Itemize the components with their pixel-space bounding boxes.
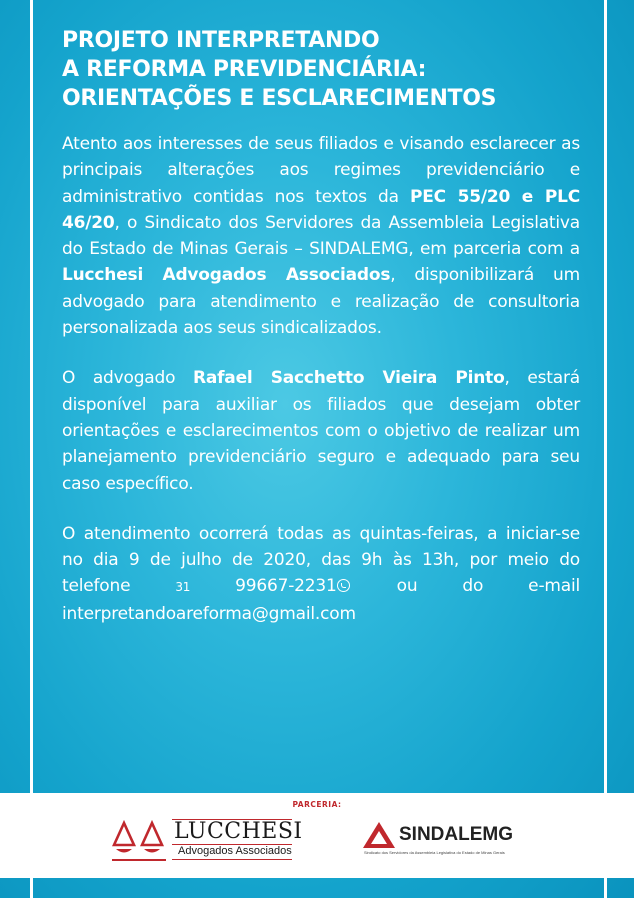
whatsapp-icon: [337, 579, 350, 592]
sindalemg-logo: [362, 821, 537, 861]
schedule-text-1: O atendimento ocorrerá todas as quintas-feiras, a iniciar-se no dia 9 de julho de 2020, das 9h às 13h, por meio do telefone: [62, 523, 580, 597]
lawyer-name: Rafael Sacchetto Vieira Pinto: [192, 368, 505, 389]
lawyer-paragraph: [62, 365, 580, 496]
plc-reference: PLC 46/20: [62, 186, 580, 233]
intro-text-1: Atento aos interesses de seus filiados e visando esclarecer as principais alterações aos regimes previdenciário e administrativo contidas nos textos da: [62, 134, 580, 207]
partnership-label: PARCERIA:: [292, 800, 342, 809]
schedule-paragraph: [62, 521, 580, 627]
title-line-1: PROJETO INTERPRETANDO: [62, 28, 380, 53]
and-connector: e: [510, 186, 545, 207]
partners-footer: [0, 793, 634, 878]
lucchesi-scales-icon: [112, 819, 172, 865]
law-firm-name: Lucchesi Advogados Associados: [62, 265, 391, 286]
intro-text-2: , o Sindicato dos Servidores da Assembleia Legislativa do Estado de Minas Gerais – SINDALEMG, em parceria com a: [62, 212, 580, 260]
sindalemg-name: SINDALEMG: [399, 824, 513, 845]
pec-reference: PEC 55/20: [409, 186, 511, 207]
right-frame-line: [604, 0, 607, 898]
title-line-3: ORIENTAÇÕES E ESCLARECIMENTOS: [62, 86, 497, 111]
poster-content: [62, 26, 580, 627]
intro-paragraph: [62, 131, 580, 341]
left-frame-line: [30, 0, 33, 898]
title-line-2: A REFORMA PREVIDENCIÁRIA:: [62, 57, 427, 82]
phone-area-code: 31: [175, 580, 191, 595]
lucchesi-name: LUCCHESI: [174, 819, 303, 844]
intro-text-3: , disponibilizará um advogado para atendimento e realização de consultoria personalizada aos seus sindicalizados.: [62, 265, 580, 339]
lucchesi-bottom-rule: [172, 859, 292, 860]
sindalemg-triangle-icon: [362, 821, 396, 849]
lawyer-text-1: O advogado: [62, 368, 193, 389]
phone-number: 99667-2231: [190, 576, 337, 597]
lucchesi-subtitle: Advogados Associados: [178, 845, 292, 857]
sindalemg-subtitle: Sindicato dos Servidores da Assembleia Legislativa do Estado de Minas Gerais: [364, 850, 505, 855]
lucchesi-logo: [112, 819, 302, 867]
schedule-text-2: ou do e-mail interpretandoareforma@gmail.com: [62, 576, 580, 624]
page-title: [62, 26, 580, 113]
lawyer-text-2: , estará disponível para auxiliar os filiados que desejam obter orientações e esclarecimentos com o objetivo de realizar um planejamento previdenciário seguro e adequado para seu caso específico.: [62, 368, 581, 494]
